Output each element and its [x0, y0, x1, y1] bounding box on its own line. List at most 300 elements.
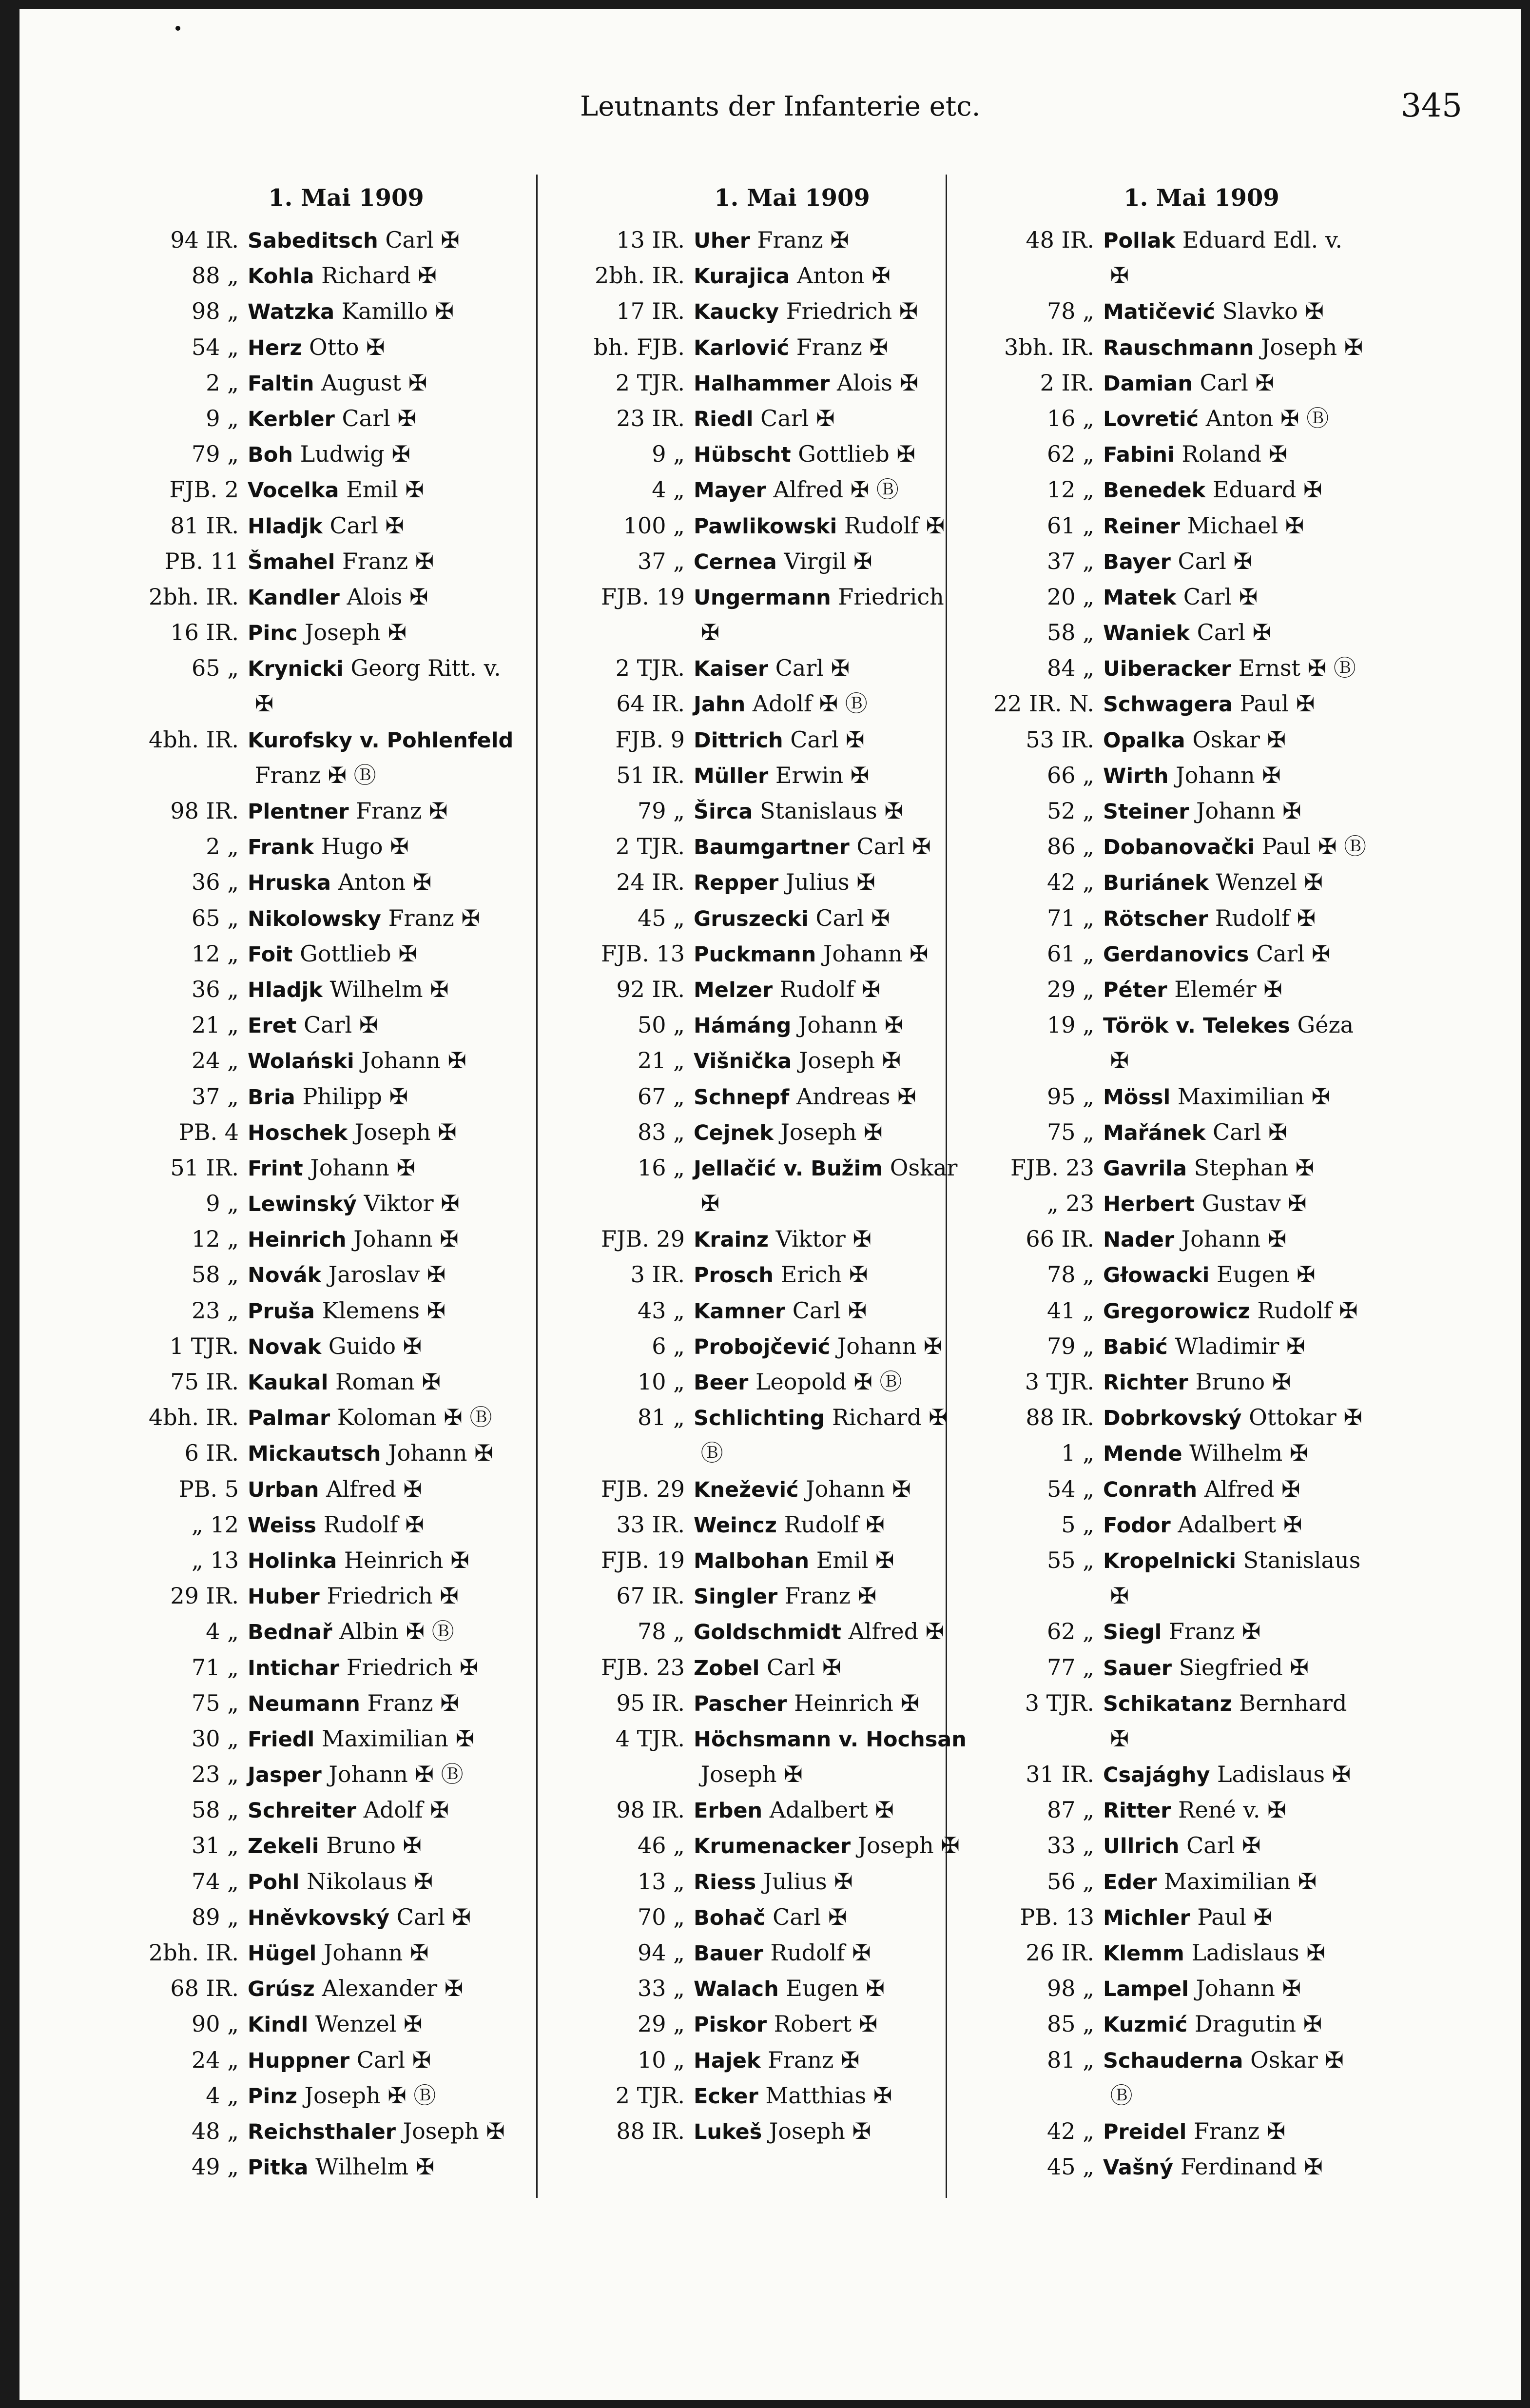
page-number: 345	[1401, 87, 1462, 124]
unit-designation: 94 „	[638, 1939, 685, 1966]
unit-designation: 87 „	[1047, 1797, 1094, 1823]
officer-entry	[568, 1435, 1016, 1471]
officer-surname: Pohl	[248, 1870, 300, 1895]
officer-surname: Jasper	[248, 1763, 322, 1788]
officer-entry	[122, 615, 570, 650]
officer-entry	[122, 901, 570, 936]
unit-designation: 3 TJR.	[1025, 1689, 1094, 1716]
officer-surname: Schikatanz	[1103, 1691, 1232, 1716]
officer-given-name: Michael ✠	[1187, 512, 1304, 539]
officer-surname: Hoschek	[248, 1120, 348, 1145]
officer-entry	[568, 901, 1016, 936]
officer-given-name: August ✠	[321, 369, 427, 396]
officer-entry	[977, 1507, 1426, 1543]
unit-designation: 4 „	[206, 2082, 239, 2109]
officer-entry	[977, 1400, 1426, 1435]
officer-given-name: Johann ✠	[1196, 798, 1301, 824]
officer-entry	[977, 2042, 1426, 2078]
unit-designation: 41 „	[1047, 1297, 1094, 1324]
officer-entry	[977, 1899, 1426, 1935]
officer-surname: Foit	[248, 942, 293, 967]
officer-surname: Richter	[1103, 1370, 1188, 1395]
officer-given-name: Paul ✠	[1239, 690, 1315, 717]
unit-designation: 4bh. IR.	[148, 726, 239, 753]
officer-given-name: Johann ✠	[823, 940, 929, 967]
officer-surname: Krynicki	[248, 657, 344, 682]
officer-given-name: Anton ✠	[797, 262, 891, 289]
officer-entry	[977, 294, 1426, 329]
unit-designation: 23 „	[192, 1761, 239, 1788]
unit-designation: FJB. 2	[169, 476, 239, 503]
officer-given-name: Rudolf ✠	[770, 1939, 871, 1966]
unit-designation: PB. 4	[178, 1118, 239, 1145]
officer-entry	[122, 2006, 570, 2042]
officer-given-name: Johann ✠	[353, 1226, 459, 1253]
officer-given-name: Carl ✠	[342, 405, 416, 431]
unit-designation: bh. FJB.	[593, 333, 685, 360]
unit-designation: FJB. 29	[601, 1475, 685, 1502]
officer-given-name: Adolf ✠	[363, 1797, 449, 1823]
unit-designation: 36 „	[192, 976, 239, 1002]
officer-surname: Pruša	[248, 1299, 315, 1324]
officer-surname: Steiner	[1103, 800, 1189, 824]
officer-surname: Bauer	[694, 1941, 763, 1966]
unit-designation: 33 IR.	[616, 1511, 685, 1538]
unit-designation: 19 „	[1047, 1012, 1094, 1038]
officer-entry	[568, 294, 1016, 329]
officer-given-name: Roman ✠	[335, 1369, 441, 1395]
officer-given-name: Otto ✠	[309, 333, 385, 360]
unit-designation: 3 IR.	[630, 1261, 685, 1288]
unit-designation: FJB. 29	[601, 1226, 685, 1253]
unit-designation: 53 IR.	[1026, 726, 1094, 753]
unit-designation: 17 IR.	[616, 298, 685, 325]
officer-surname: Melzer	[694, 978, 773, 1002]
officer-entry	[568, 864, 1016, 900]
officer-entry	[568, 1543, 1016, 1578]
officer-surname: Csajághy	[1103, 1763, 1210, 1788]
officer-surname: Neumann	[248, 1691, 360, 1716]
officer-surname: Kropelnicki	[1103, 1548, 1236, 1573]
officer-entry	[122, 258, 570, 294]
officer-entry	[568, 615, 1016, 650]
officer-entry	[568, 793, 1016, 829]
officer-given-name: Roland ✠	[1181, 441, 1288, 468]
officer-given-name: ✠	[1110, 1725, 1129, 1752]
officer-given-name: Gottlieb ✠	[798, 441, 915, 468]
officer-given-name: Johann ✠	[798, 1012, 904, 1038]
officer-entry	[977, 544, 1426, 579]
officer-given-name: Erwin ✠	[775, 762, 870, 788]
officer-given-name: Friedrich ✠	[786, 298, 918, 325]
officer-given-name: Rudolf ✠	[779, 976, 881, 1002]
officer-entry	[568, 1329, 1016, 1364]
officer-surname: Głowacki	[1103, 1263, 1210, 1288]
officer-surname: Erben	[694, 1799, 763, 1823]
officer-given-name: Alois ✠	[347, 583, 428, 610]
unit-designation: 81 IR.	[170, 512, 239, 539]
officer-entry	[977, 1721, 1426, 1757]
officer-entry	[122, 1899, 570, 1935]
unit-designation: 20 „	[1047, 583, 1094, 610]
officer-given-name: Géza	[1297, 1012, 1354, 1038]
officer-surname: Vocelka	[248, 478, 339, 503]
officer-surname: Malbohan	[694, 1548, 810, 1573]
officer-surname: Rauschmann	[1103, 335, 1254, 360]
officer-given-name: Guido ✠	[328, 1332, 422, 1359]
officer-surname: Müller	[694, 764, 769, 788]
officer-entry	[568, 222, 1016, 258]
officer-entry	[122, 2042, 570, 2078]
officer-entry	[977, 258, 1426, 294]
officer-entry	[977, 365, 1426, 401]
unit-designation: 61 „	[1047, 512, 1094, 539]
officer-entry	[122, 1757, 570, 1792]
officer-entry	[977, 1115, 1426, 1150]
officer-given-name: Rudolf ✠	[1257, 1297, 1358, 1324]
officer-entry	[568, 936, 1016, 972]
unit-designation: 21 „	[192, 1012, 239, 1038]
unit-designation: 12 „	[1047, 476, 1094, 503]
officer-entry	[977, 472, 1426, 508]
officer-given-name: Maximilian ✠	[321, 1725, 475, 1752]
officer-given-name: Joseph ✠	[769, 2117, 872, 2144]
officer-given-name: Joseph ✠	[403, 2117, 505, 2144]
unit-designation: 98 IR.	[170, 798, 239, 824]
officer-surname: Ritter	[1103, 1799, 1171, 1823]
officer-entry	[568, 686, 1016, 722]
officer-given-name: Franz ✠	[768, 2046, 860, 2073]
unit-designation: 62 „	[1047, 1618, 1094, 1645]
officer-given-name: ✠	[254, 690, 274, 717]
officer-given-name: Stanislaus ✠	[760, 798, 903, 824]
officer-given-name: Johann ✠	[310, 1154, 415, 1181]
unit-designation: 78 „	[1047, 1261, 1094, 1288]
officer-entry	[122, 436, 570, 472]
officer-surname: Zekeli	[248, 1834, 319, 1859]
officer-given-name: Bruno ✠	[1195, 1369, 1291, 1395]
officer-entry	[568, 2006, 1016, 2042]
officer-entry	[122, 1828, 570, 1863]
officer-given-name: Carl ✠	[1200, 369, 1275, 396]
officer-entry	[122, 1293, 570, 1329]
officer-surname: Ullrich	[1103, 1834, 1180, 1859]
officer-given-name: Heinrich ✠	[344, 1547, 469, 1573]
officer-given-name: Ⓑ	[700, 1440, 723, 1467]
unit-designation: 30 „	[192, 1725, 239, 1752]
officer-entry	[977, 1221, 1426, 1257]
officer-entry	[977, 1935, 1426, 1971]
unit-designation: 79 „	[192, 441, 239, 468]
officer-surname: Mössl	[1103, 1085, 1171, 1110]
unit-designation: 23 „	[192, 1297, 239, 1324]
officer-surname: Hladjk	[248, 514, 323, 539]
officer-entry	[568, 1864, 1016, 1899]
officer-surname: Grúsz	[248, 1977, 315, 2002]
officer-given-name: Franz ✠	[796, 333, 889, 360]
officer-given-name: ✠	[700, 619, 720, 646]
officer-entry	[122, 722, 570, 758]
officer-surname: Kandler	[248, 585, 340, 610]
officer-surname: Péter	[1103, 978, 1167, 1002]
officer-given-name: Carl ✠	[856, 833, 931, 860]
officer-surname: Pitka	[248, 2155, 309, 2180]
officer-given-name: Ferdinand ✠	[1180, 2153, 1323, 2180]
officer-given-name: Franz ✠	[342, 548, 434, 574]
officer-surname: Bednař	[248, 1620, 332, 1645]
officer-entry	[122, 1543, 570, 1578]
officer-given-name: Adolf ✠ Ⓑ	[752, 690, 868, 717]
officer-entry	[568, 1792, 1016, 1828]
officer-surname: Eret	[248, 1014, 297, 1038]
officer-surname: Kaukal	[248, 1370, 329, 1395]
unit-designation: 70 „	[638, 1903, 685, 1930]
officer-entry	[977, 2114, 1426, 2149]
officer-entry	[568, 1293, 1016, 1329]
officer-entry	[977, 1043, 1426, 1078]
officer-given-name: Franz ✠	[1169, 1618, 1261, 1645]
officer-given-name: Johann ✠	[1181, 1226, 1287, 1253]
unit-designation: 1 TJR.	[169, 1332, 239, 1359]
officer-surname: Buriánek	[1103, 871, 1209, 896]
officer-entry	[568, 258, 1016, 294]
officer-given-name: Leopold ✠ Ⓑ	[755, 1369, 902, 1395]
officer-surname: Novak	[248, 1334, 322, 1359]
officer-given-name: Franz ✠	[356, 798, 448, 824]
unit-designation: 65 „	[192, 655, 239, 682]
unit-designation: 2bh. IR.	[148, 1939, 239, 1966]
officer-given-name: Robert ✠	[774, 2011, 878, 2037]
officer-entry	[122, 1471, 570, 1507]
officer-given-name: Franz ✠	[388, 904, 480, 931]
unit-designation: 26 IR.	[1026, 1939, 1094, 1966]
unit-designation: 16 „	[638, 1154, 685, 1181]
officer-given-name: Alexander ✠	[322, 1975, 464, 2002]
unit-designation: 58 „	[192, 1797, 239, 1823]
officer-entry	[568, 365, 1016, 401]
officer-surname: Höchsmann v. Hochsan	[694, 1727, 967, 1752]
officer-given-name: Carl ✠	[767, 1654, 841, 1681]
unit-designation: 85 „	[1047, 2011, 1094, 2037]
unit-designation: 21 „	[638, 1047, 685, 1074]
officer-given-name: Bruno ✠	[326, 1832, 422, 1859]
officer-entry	[977, 1614, 1426, 1649]
unit-designation: 37 „	[192, 1083, 239, 1110]
officer-entry	[122, 1935, 570, 1971]
officer-given-name: Alois ✠	[836, 369, 919, 396]
unit-designation: 56 „	[1047, 1868, 1094, 1895]
unit-designation: 23 IR.	[616, 405, 685, 431]
officer-entry	[977, 1971, 1426, 2006]
unit-designation: 2 TJR.	[615, 655, 685, 682]
officer-given-name: Philipp ✠	[302, 1083, 408, 1110]
officer-surname: Hübscht	[694, 443, 791, 468]
officer-entry	[977, 1543, 1426, 1578]
officer-given-name: Carl ✠	[815, 904, 890, 931]
officer-entry	[977, 1650, 1426, 1685]
officer-surname: Gruszecki	[694, 906, 809, 931]
officer-given-name: Stephan ✠	[1194, 1154, 1315, 1181]
officer-entry	[977, 401, 1426, 436]
officer-entry	[977, 901, 1426, 936]
unit-designation: 4 „	[206, 1618, 239, 1645]
officer-surname: Uher	[694, 229, 750, 253]
officer-surname: Probojčević	[694, 1334, 831, 1359]
unit-designation: 6 „	[652, 1332, 685, 1359]
officer-entry	[977, 829, 1426, 864]
officer-surname: Frint	[248, 1156, 303, 1181]
officer-entry	[568, 1650, 1016, 1685]
officer-surname: Dobrkovský	[1103, 1406, 1242, 1431]
officer-surname: Bayer	[1103, 549, 1171, 574]
unit-designation: 43 „	[638, 1297, 685, 1324]
unit-designation: 12 „	[192, 940, 239, 967]
officer-entry	[568, 1150, 1016, 1186]
unit-designation: 88 IR.	[1026, 1404, 1094, 1431]
unit-designation: 2 „	[206, 833, 239, 860]
officer-given-name: Hugo ✠	[321, 833, 409, 860]
officer-given-name: Franz ✠	[1193, 2117, 1286, 2144]
officer-surname: Nikolowsky	[248, 906, 381, 931]
unit-designation: 42 „	[1047, 2117, 1094, 2144]
officer-given-name: Albin ✠ Ⓑ	[339, 1618, 454, 1645]
unit-designation: 88 IR.	[616, 2117, 685, 2144]
officer-entry	[568, 1935, 1016, 1971]
officer-given-name: Stanislaus	[1243, 1547, 1361, 1573]
column-2	[568, 184, 1016, 2149]
officer-given-name: Johann ✠	[1196, 1975, 1301, 2002]
officer-entry	[568, 722, 1016, 758]
officer-surname: Beer	[694, 1370, 749, 1395]
officer-entry	[568, 544, 1016, 579]
officer-entry	[122, 1079, 570, 1115]
officer-surname: Gerdanovics	[1103, 942, 1249, 967]
officer-entry	[122, 508, 570, 544]
officer-surname: Cejnek	[694, 1120, 774, 1145]
unit-designation: 12 „	[192, 1226, 239, 1253]
unit-designation: 51 IR.	[170, 1154, 239, 1181]
officer-entry	[977, 436, 1426, 472]
unit-designation: 88 „	[192, 262, 239, 289]
officer-surname: Zobel	[694, 1656, 760, 1681]
unit-designation: 2bh. IR.	[148, 583, 239, 610]
officer-surname: Schwagera	[1103, 692, 1233, 717]
officer-given-name: Carl ✠	[1213, 1118, 1287, 1145]
officer-surname: Halhammer	[694, 371, 830, 396]
officer-surname: Dittrich	[694, 728, 783, 753]
officer-entry	[568, 1186, 1016, 1221]
officer-given-name: Johann ✠	[388, 1440, 493, 1467]
officer-entry	[568, 1578, 1016, 1614]
officer-given-name: Wenzel ✠	[1216, 869, 1323, 896]
officer-given-name: Friedrich ✠	[327, 1583, 459, 1609]
officer-entry	[977, 1329, 1426, 1364]
officer-entry	[977, 1578, 1426, 1614]
unit-designation: 58 „	[1047, 619, 1094, 646]
officer-surname: Lukeš	[694, 2119, 762, 2144]
unit-designation: 98 „	[192, 298, 239, 325]
officer-given-name: Carl ✠	[303, 1012, 378, 1038]
officer-entry	[122, 972, 570, 1007]
officer-given-name: Franz ✠	[757, 227, 849, 253]
officer-surname: Eder	[1103, 1870, 1157, 1895]
officer-entry	[568, 2114, 1016, 2149]
unit-designation: 4 „	[652, 476, 685, 503]
officer-surname: Mařánek	[1103, 1120, 1206, 1145]
officer-entry	[977, 936, 1426, 972]
officer-given-name: Franz ✠ Ⓑ	[254, 762, 376, 788]
officer-surname: Palmar	[248, 1406, 330, 1431]
officer-entry	[977, 508, 1426, 544]
officer-surname: Kurofsky v. Pohlenfeld	[248, 728, 514, 753]
officer-given-name: Paul ✠ Ⓑ	[1261, 833, 1367, 860]
officer-surname: Baumgartner	[694, 835, 850, 860]
officer-given-name: Maximilian ✠	[1177, 1083, 1331, 1110]
unit-designation: 2 „	[206, 369, 239, 396]
officer-surname: Širca	[694, 800, 753, 824]
officer-surname: Siegl	[1103, 1620, 1162, 1645]
officer-given-name: Alfred ✠ Ⓑ	[773, 476, 899, 503]
officer-surname: Pascher	[694, 1691, 787, 1716]
officer-given-name: Wilhelm ✠	[329, 976, 449, 1002]
officer-given-name: Carl ✠	[1178, 548, 1252, 574]
officer-entry	[568, 1471, 1016, 1507]
officer-given-name: Siegfried ✠	[1179, 1654, 1309, 1681]
officer-entry	[122, 864, 570, 900]
officer-given-name: ✠	[700, 1190, 720, 1217]
officer-entry	[122, 1257, 570, 1292]
unit-designation: 62 „	[1047, 441, 1094, 468]
officer-entry	[568, 401, 1016, 436]
column-date-heading: 1. Mai 1909	[1123, 184, 1279, 212]
officer-given-name: Ladislaus ✠	[1217, 1761, 1351, 1788]
officer-surname: Wolański	[248, 1049, 354, 1074]
officer-surname: Hámáng	[694, 1014, 792, 1038]
officer-surname: Riess	[694, 1870, 756, 1895]
unit-designation: 75 „	[1047, 1118, 1094, 1145]
unit-designation: 51 IR.	[616, 762, 685, 788]
unit-designation: „ 23	[1047, 1190, 1094, 1217]
unit-designation: 94 IR.	[170, 227, 239, 253]
officer-given-name: Johann ✠ Ⓑ	[329, 1761, 464, 1788]
officer-entry	[977, 1150, 1426, 1186]
officer-surname: Schreiter	[248, 1799, 357, 1823]
officer-given-name: Wenzel ✠	[315, 2011, 423, 2037]
officer-entry	[122, 1043, 570, 1078]
officer-entry	[122, 1435, 570, 1471]
officer-surname: Singler	[694, 1585, 778, 1609]
officer-entry	[122, 686, 570, 722]
officer-given-name: Carl ✠	[356, 2046, 431, 2073]
officer-given-name: Johann ✠	[837, 1332, 943, 1359]
officer-entry	[122, 1507, 570, 1543]
officer-surname: Kerbler	[248, 407, 335, 431]
officer-given-name: Nikolaus ✠	[307, 1868, 433, 1895]
officer-given-name: Carl ✠	[773, 1903, 847, 1930]
officer-surname: Šmahel	[248, 549, 335, 574]
unit-designation: 9 „	[652, 441, 685, 468]
officer-surname: Cernea	[694, 549, 777, 574]
unit-designation: 5 „	[1061, 1511, 1094, 1538]
officer-given-name: Dragutin ✠	[1194, 2011, 1322, 2037]
officer-given-name: Joseph ✠	[857, 1832, 960, 1859]
officer-entry	[568, 1400, 1016, 1435]
officer-given-name: Eugen ✠	[786, 1975, 885, 2002]
officer-surname: Novák	[248, 1263, 322, 1288]
officer-entry	[977, 615, 1426, 650]
officer-entry	[122, 1364, 570, 1400]
officer-given-name: Johann ✠	[323, 1939, 429, 1966]
